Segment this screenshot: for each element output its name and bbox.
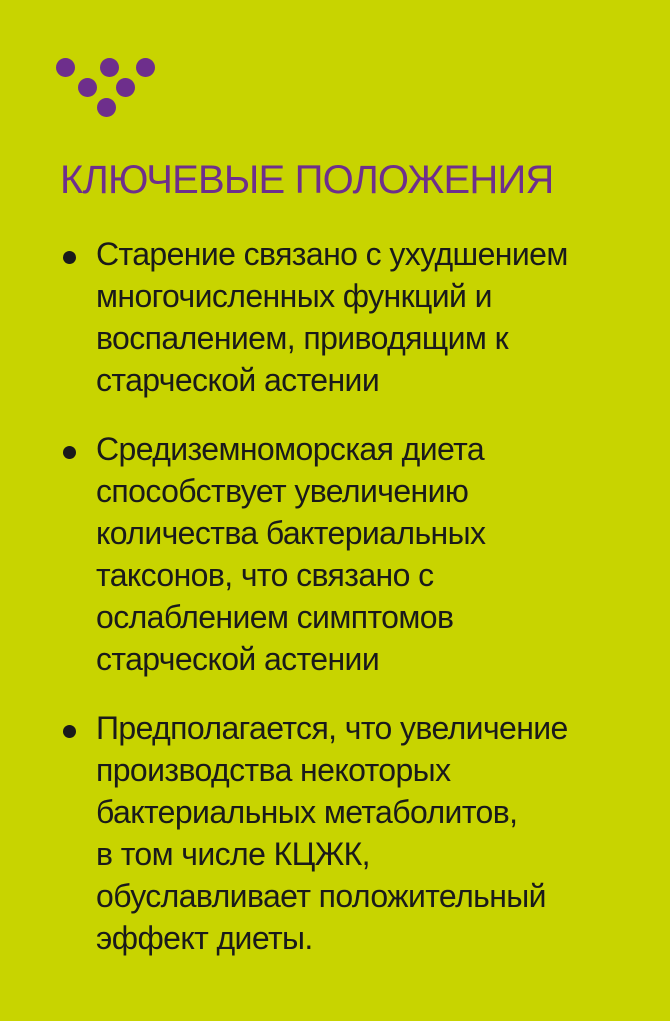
list-item-text: Средиземноморская диета способствует увеличению количества бактериальных таксонов, что связано с ослаблением симптомов старческой астении xyxy=(96,431,486,677)
logo-dot xyxy=(97,98,116,117)
list-item xyxy=(60,233,650,401)
logo-dot xyxy=(100,58,119,77)
page-title: КЛЮЧЕВЫЕ ПОЛОЖЕНИЯ xyxy=(60,158,554,202)
bullet-icon xyxy=(63,725,76,738)
logo-dot xyxy=(136,58,155,77)
list-item xyxy=(60,707,650,959)
logo-dot xyxy=(78,78,97,97)
key-points-list xyxy=(60,233,650,986)
logo-dot xyxy=(116,78,135,97)
list-item-text: Старение связано с ухудшением многочисленных функций и воспалением, приводящим к старческой астении xyxy=(96,236,568,398)
logo-dot xyxy=(56,58,75,77)
grape-cluster-dots-icon xyxy=(56,58,156,120)
bullet-icon xyxy=(63,446,76,459)
list-item xyxy=(60,428,650,680)
bullet-icon xyxy=(63,251,76,264)
list-item-text: Предполагается, что увеличение производства некоторых бактериальных метаболитов, в том числе КЦЖК, обуславливает положительный эффект диеты. xyxy=(96,710,568,956)
